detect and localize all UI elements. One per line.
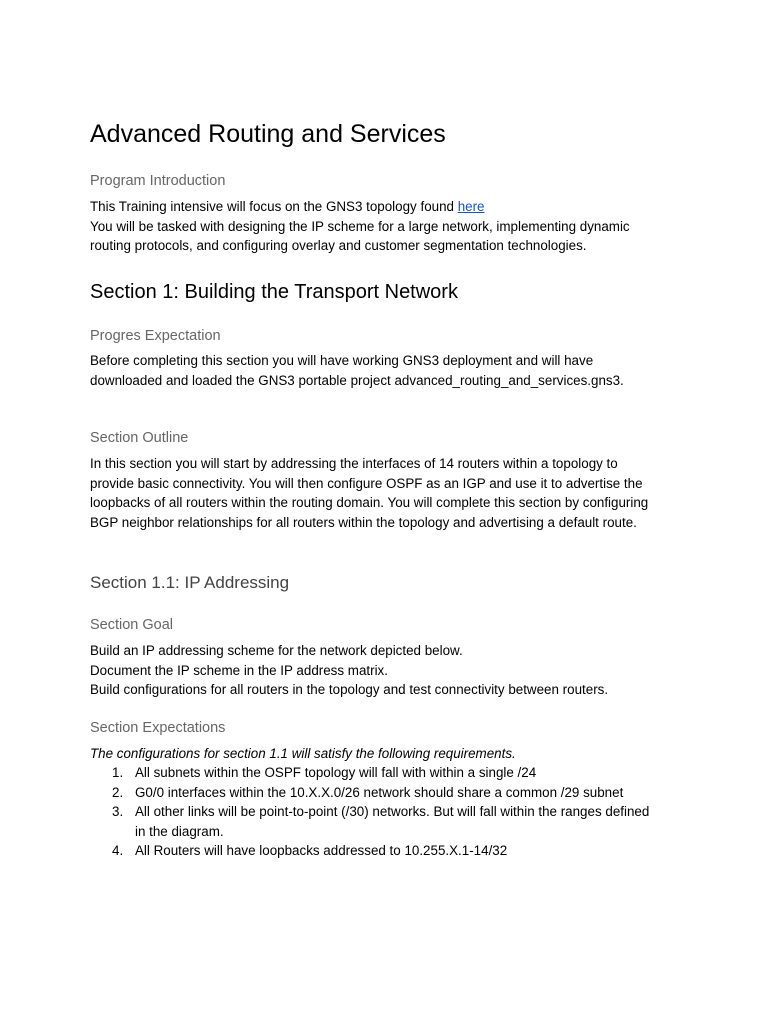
goal-line: Build configurations for all routers in the topology and test connectivity between routers.: [90, 682, 609, 697]
expectation-paragraph: [90, 351, 680, 390]
list-item-number: 4.: [112, 843, 124, 858]
requirements-list: [90, 763, 680, 861]
intro-line-2: You will be tasked with designing the IP scheme for a large network, implementing dynamic: [90, 218, 630, 234]
list-item-text-continued: in the diagram.: [135, 823, 224, 839]
list-item-number: 1.: [112, 765, 124, 780]
outline-line: BGP neighbor relationships for all routers within the topology and advertising a default route.: [90, 514, 637, 530]
intro-line-1-text: This Training intensive will focus on the GNS3 topology found: [90, 199, 458, 214]
expectation-line: downloaded and loaded the GNS3 portable project advanced_routing_and_services.gns3.: [90, 372, 624, 388]
expectation-line: Before completing this section you will have working GNS3 deployment and will have: [90, 353, 594, 368]
outline-line: loopbacks of all routers within the routing domain. You will complete this section by configuring: [90, 495, 649, 510]
list-item: [90, 841, 680, 861]
intro-line-3: routing protocols, and configuring overlay and customer segmentation technologies.: [90, 238, 587, 253]
goal-line: Document the IP scheme in the IP address matrix.: [90, 662, 388, 678]
list-item-text: G0/0 interfaces within the 10.X.X.0/26 network should share a common /29 subnet: [135, 784, 624, 800]
expectations-heading: Section Expectations: [90, 720, 226, 736]
list-item-text: All Routers will have loopbacks addressed to 10.255.X.1-14/32: [135, 843, 508, 858]
outline-heading: Section Outline: [90, 430, 189, 446]
list-item: [90, 802, 680, 841]
intro-heading: Program Introduction: [90, 173, 226, 189]
intro-line-1: [90, 197, 680, 217]
list-item-number: 2.: [112, 784, 124, 800]
topology-link[interactable]: here: [457, 199, 485, 214]
intro-paragraph: [90, 197, 680, 256]
section-1-1-heading: Section 1.1: IP Addressing: [90, 573, 290, 592]
expectation-heading: Progres Expectation: [90, 328, 221, 344]
section-1-heading: Section 1: Building the Transport Network: [90, 281, 458, 303]
goal-line: Build an IP addressing scheme for the network depicted below.: [90, 643, 463, 658]
list-item-text: All subnets within the OSPF topology will fall with within a single /24: [135, 765, 537, 780]
outline-line: In this section you will start by addressing the interfaces of 14 routers within a topology to: [90, 456, 618, 471]
list-item-number: 3.: [112, 804, 124, 819]
goal-heading: Section Goal: [90, 617, 174, 633]
document-title: Advanced Routing and Services: [90, 120, 446, 148]
list-item: [90, 783, 680, 803]
goal-paragraph: [90, 641, 680, 700]
list-item-text: All other links will be point-to-point (/30) networks. But will fall within the ranges defined: [135, 804, 650, 819]
outline-line: provide basic connectivity. You will then configure OSPF as an IGP and use it to advertise the: [90, 475, 643, 491]
outline-paragraph: [90, 454, 680, 532]
expectations-intro: The configurations for section 1.1 will satisfy the following requirements.: [90, 746, 516, 761]
list-item: [90, 763, 680, 783]
